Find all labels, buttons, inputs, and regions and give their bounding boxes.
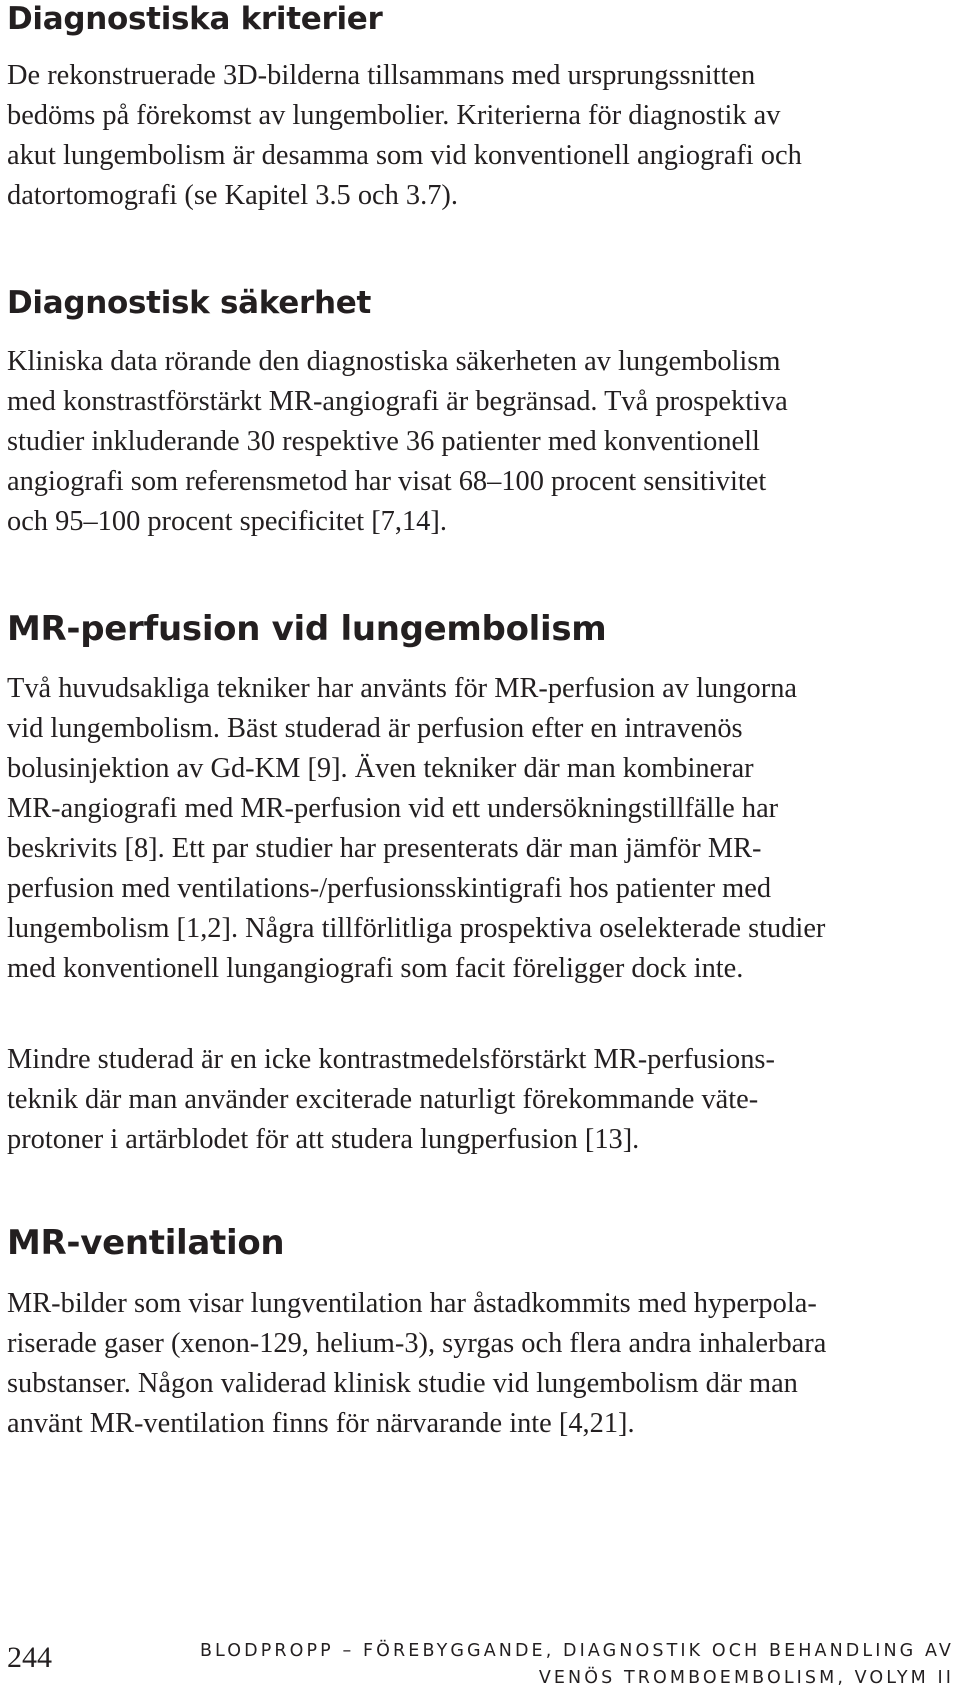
section-paragraph <box>7 342 788 542</box>
paragraph-line: MR-angiografi med MR-perfusion vid ett undersökningstillfälle har <box>7 793 779 824</box>
paragraph-line: riserade gaser (xenon-129, helium-3), syrgas och flera andra inhalerbara <box>7 1328 827 1359</box>
running-title <box>200 1638 954 1692</box>
paragraph-line: protoner i artärblodet för att studera lungperfusion [13]. <box>7 1124 640 1155</box>
page-footer <box>0 1638 960 1696</box>
running-title-line: VENÖS TROMBOEMBOLISM, VOLYM II <box>538 1668 954 1688</box>
paragraph-line: lungembolism [1,2]. Några tillförlitliga prospektiva oselekterade studier <box>7 913 826 944</box>
paragraph-line: bolusinjektion av Gd-KM [9]. Även tekniker där man kombinerar <box>7 753 754 784</box>
section-heading-diagnostisk-sakerhet: Diagnostisk säkerhet <box>7 285 371 321</box>
section-paragraph <box>7 1284 826 1444</box>
paragraph-line: bedöms på förekomst av lungembolier. Kriterierna för diagnostik av <box>7 100 781 131</box>
paragraph-line: använt MR-ventilation finns för närvarande inte [4,21]. <box>7 1408 635 1439</box>
section-heading-mr-ventilation: MR-ventilation <box>7 1223 285 1263</box>
section-heading-mr-perfusion: MR-perfusion vid lungembolism <box>7 609 607 649</box>
paragraph-line: De rekonstruerade 3D-bilderna tillsammans med ursprungssnitten <box>7 60 756 91</box>
paragraph-line: Kliniska data rörande den diagnostiska säkerheten av lungembolism <box>7 346 781 377</box>
paragraph-line: Två huvudsakliga tekniker har använts för MR-perfusion av lungorna <box>7 673 797 704</box>
paragraph-line: substanser. Någon validerad klinisk studie vid lungembolism där man <box>7 1368 798 1399</box>
paragraph-line: angiografi som referensmetod har visat 68–100 procent sensitivitet <box>7 466 767 497</box>
paragraph-line: med konstrastförstärkt MR-angiografi är begränsad. Två prospektiva <box>7 386 788 417</box>
paragraph-line: studier inkluderande 30 respektive 36 patienter med konventionell <box>7 426 760 457</box>
page-number: 244 <box>7 1641 52 1674</box>
paragraph-line: Mindre studerad är en icke kontrastmedelsförstärkt MR-perfusions- <box>7 1044 775 1075</box>
paragraph-line: perfusion med ventilations-/perfusionsskintigrafi hos patienter med <box>7 873 772 904</box>
paragraph-line: vid lungembolism. Bäst studerad är perfusion efter en intravenös <box>7 713 743 744</box>
paragraph-line: beskrivits [8]. Ett par studier har presenterats där man jämför MR- <box>7 833 762 864</box>
section-paragraph <box>7 56 802 216</box>
section-paragraph <box>7 669 825 989</box>
section-paragraph <box>7 1040 775 1160</box>
running-title-line: BLODPROPP – FÖREBYGGANDE, DIAGNOSTIK OCH BEHANDLING AV <box>199 1641 954 1661</box>
paragraph-line: teknik där man använder exciterade naturligt förekommande väte- <box>7 1084 759 1115</box>
paragraph-line: med konventionell lungangiografi som facit föreligger dock inte. <box>7 953 744 984</box>
paragraph-line: och 95–100 procent specificitet [7,14]. <box>7 506 447 537</box>
section-heading-diagnostiska-kriterier: Diagnostiska kriterier <box>7 1 383 37</box>
paragraph-line: datortomografi (se Kapitel 3.5 och 3.7). <box>7 180 458 211</box>
paragraph-line: MR-bilder som visar lungventilation har åstadkommits med hyperpola- <box>7 1288 817 1319</box>
paragraph-line: akut lungembolism är desamma som vid konventionell angiografi och <box>7 140 802 171</box>
